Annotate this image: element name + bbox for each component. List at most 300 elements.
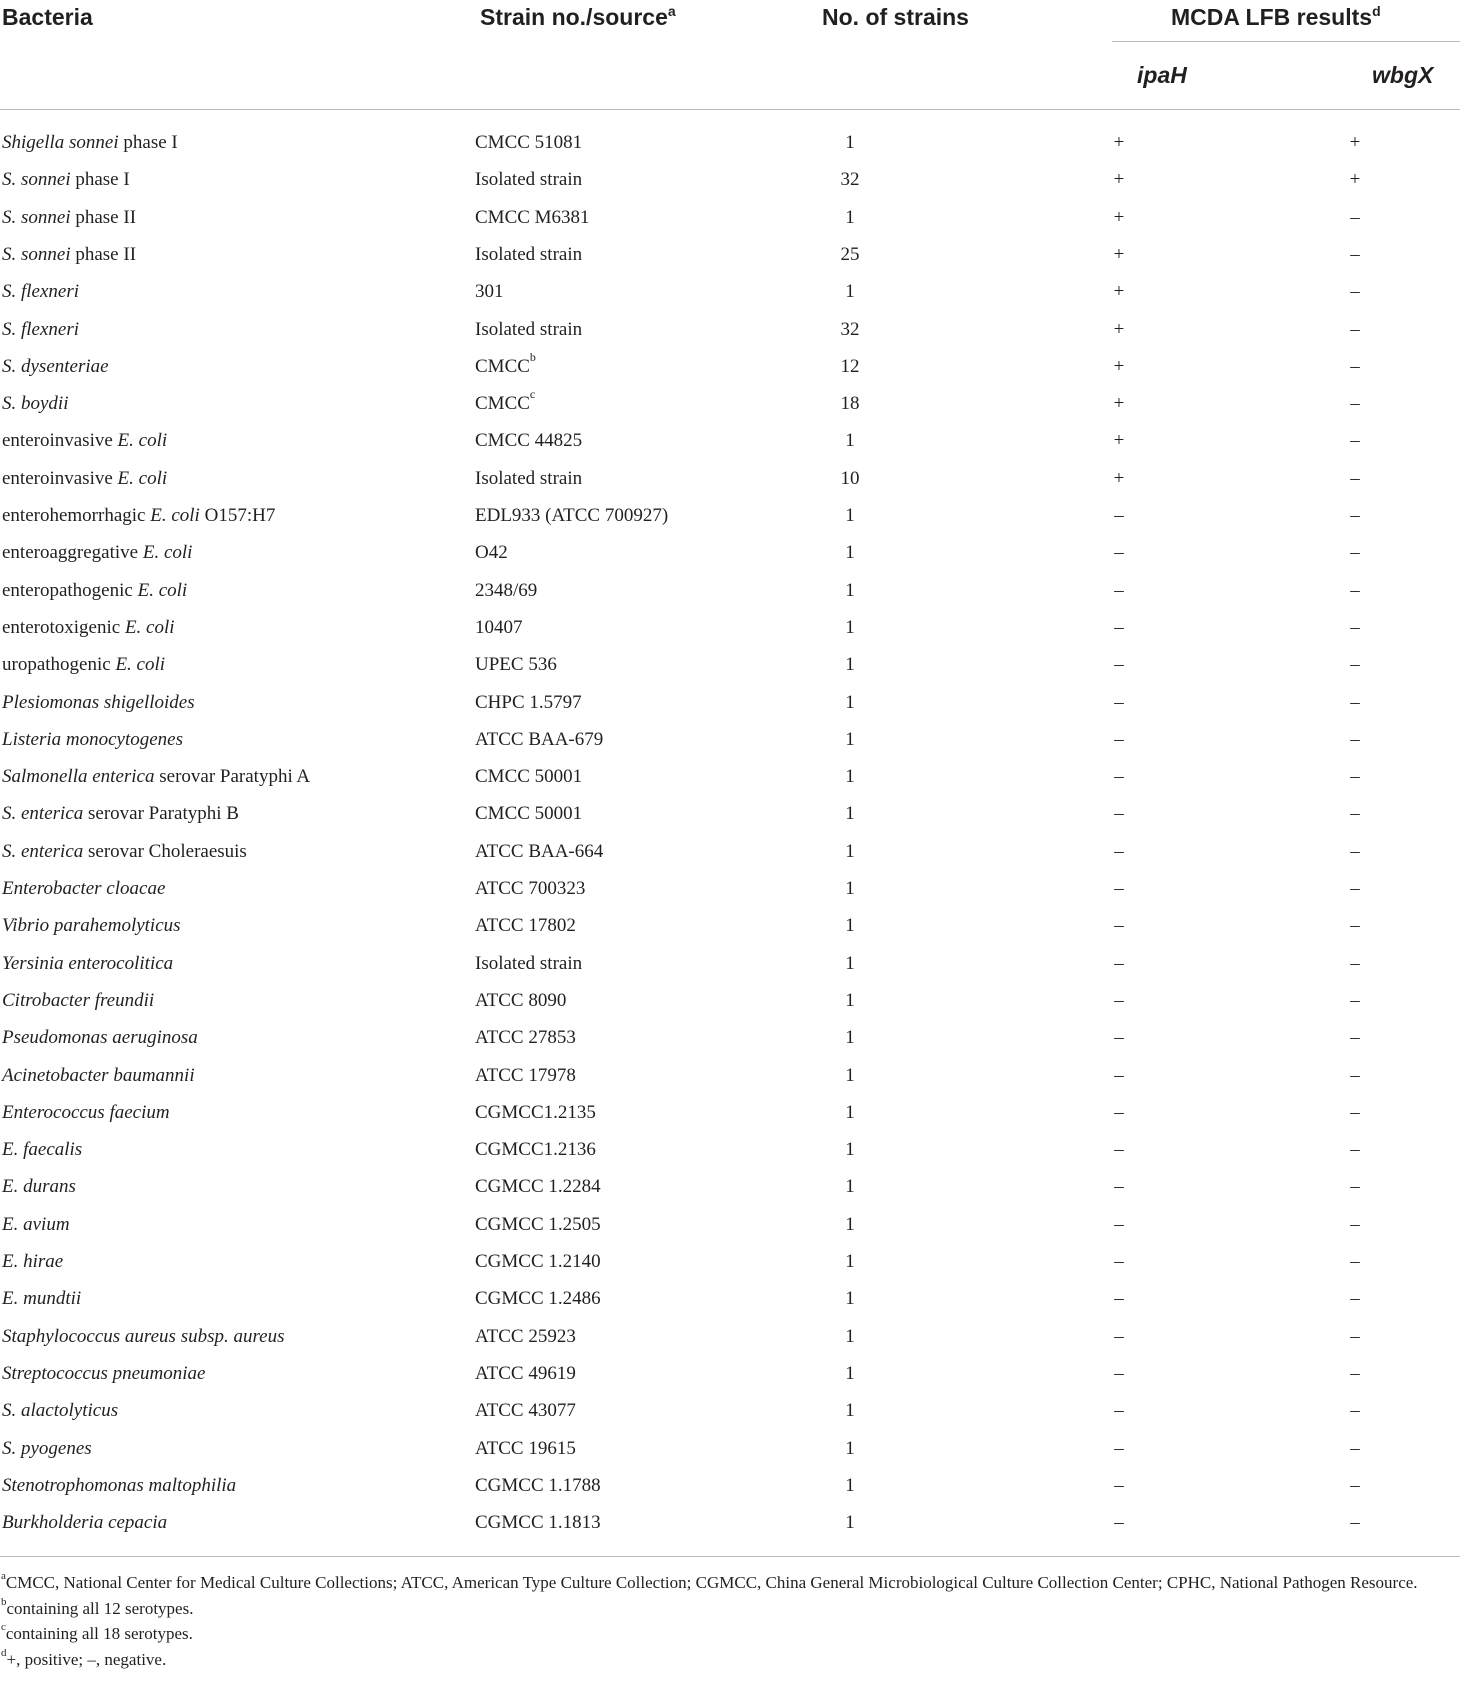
header-mcda-footnote-marker: d <box>1372 3 1381 19</box>
bacteria-cell <box>2 311 79 348</box>
table-row <box>0 236 1460 273</box>
header-strain-source-footnote-marker: a <box>667 3 676 19</box>
ipah-result-cell: + <box>1113 355 1125 377</box>
table-row <box>0 273 1460 310</box>
wbgx-result-cell: – <box>1350 1139 1360 1161</box>
footnote-text: containing all 12 serotypes. <box>6 1598 194 1618</box>
strain-count-cell: 1 <box>845 1064 855 1086</box>
footnote <box>1 1621 1456 1647</box>
bacteria-cell <box>2 982 154 1019</box>
species-name: Salmonella enterica <box>2 766 155 788</box>
bacteria-cell <box>2 795 239 832</box>
bacteria-cell <box>2 758 310 795</box>
strain-count-cell: 10 <box>840 467 860 489</box>
table-row <box>0 422 1460 459</box>
table-row <box>0 124 1460 161</box>
ipah-result-cell: – <box>1114 803 1124 825</box>
wbgx-result-cell: – <box>1350 840 1360 862</box>
source-text: ATCC 17978 <box>475 1064 576 1086</box>
bacteria-text: phase I <box>70 169 130 191</box>
species-name: Enterobacter cloacae <box>2 878 166 899</box>
bacteria-cell <box>2 907 181 944</box>
footnote-marker: d <box>1 1646 7 1659</box>
species-name: S. pyogenes <box>2 1437 92 1459</box>
strain-count-cell: 1 <box>845 1176 855 1198</box>
source-text: CGMCC 1.1813 <box>475 1512 601 1534</box>
table-row <box>0 684 1460 721</box>
ipah-result-cell: – <box>1114 1027 1124 1049</box>
species-name: Citrobacter freundii <box>2 989 155 1011</box>
bacteria-cell <box>2 348 109 385</box>
bacteria-text: enteroinvasive <box>2 467 118 489</box>
bacteria-cell <box>2 1467 236 1504</box>
species-name: E. coli <box>137 579 188 601</box>
species-name: S. flexneri <box>2 281 80 303</box>
ipah-result-cell: + <box>1113 393 1125 415</box>
source-text: CMCC 50001 <box>475 803 583 825</box>
source-footnote-marker: c <box>529 387 536 402</box>
source-cell <box>475 721 603 758</box>
table-row <box>0 945 1460 982</box>
source-text: ATCC 25923 <box>475 1325 576 1347</box>
source-cell <box>475 572 537 609</box>
ipah-result-cell: – <box>1114 989 1124 1011</box>
source-text: CGMCC 1.2140 <box>475 1251 601 1272</box>
bacteria-cell <box>2 161 130 198</box>
table-row <box>0 1019 1460 1056</box>
table-row <box>0 1206 1460 1243</box>
source-cell <box>475 1467 601 1504</box>
wbgx-result-cell: – <box>1350 1064 1360 1086</box>
strain-count-cell: 1 <box>845 691 855 713</box>
header-mcda-lfb-results: MCDA LFB results$^d$ <box>1171 3 1381 30</box>
wbgx-result-cell: – <box>1350 1176 1360 1198</box>
bacteria-cell <box>2 1094 170 1131</box>
table-row <box>0 609 1460 646</box>
source-text: Isolated strain <box>475 318 583 340</box>
source-cell <box>475 795 582 832</box>
species-name: Pseudomonas aeruginosa <box>2 1027 198 1049</box>
wbgx-result-cell: – <box>1350 989 1360 1011</box>
ipah-result-cell: + <box>1113 132 1125 153</box>
ipah-result-cell: – <box>1114 1139 1124 1161</box>
ipah-result-cell: – <box>1114 1288 1124 1310</box>
footnote <box>1 1570 1456 1596</box>
source-text: CMCC M6381 <box>475 206 590 228</box>
wbgx-result-cell: – <box>1350 616 1360 638</box>
table-row <box>0 572 1460 609</box>
wbgx-result-cell: – <box>1350 243 1360 265</box>
ipah-result-cell: – <box>1114 1362 1124 1384</box>
source-cell <box>475 646 557 683</box>
table-row <box>0 497 1460 534</box>
species-name: Streptococcus pneumoniae <box>2 1362 206 1384</box>
header-strain-source: Strain no./source$^a$ <box>480 3 676 30</box>
table-row <box>0 1392 1460 1429</box>
wbgx-result-cell: – <box>1350 1362 1360 1384</box>
footnote-text: CMCC, National Center for Medical Culture Collections; ATCC, American Type Culture Collection; CGMCC, China General Microbiological Culture Collection Center; CPHC, National Pathogen Resource. <box>5 1573 1418 1592</box>
species-name: S. enterica <box>2 803 84 825</box>
source-cell <box>475 1057 576 1094</box>
strain-count-cell: 32 <box>840 169 860 191</box>
strain-count-cell: 1 <box>845 1474 855 1496</box>
source-text: ATCC BAA-679 <box>475 728 604 750</box>
source-text: CMCC 50001 <box>475 766 583 788</box>
ipah-result-cell: – <box>1114 766 1124 788</box>
source-cell <box>475 870 585 907</box>
table-row <box>0 1057 1460 1094</box>
source-text: CGMCC 1.1788 <box>475 1474 601 1496</box>
table-row <box>0 1280 1460 1317</box>
ipah-result-cell: – <box>1114 1213 1124 1235</box>
bacteria-cell <box>2 1430 92 1467</box>
bacteria-cell <box>2 1392 118 1429</box>
strain-count-cell: 1 <box>845 766 855 788</box>
table-row <box>0 1168 1460 1205</box>
strain-count-cell: 1 <box>845 952 855 974</box>
strain-count-cell: 1 <box>845 1437 855 1459</box>
source-cell <box>475 422 582 459</box>
strain-count-cell: 1 <box>845 840 855 862</box>
bacteria-text: phase II <box>70 243 137 265</box>
strain-count-cell: 1 <box>845 1325 855 1347</box>
wbgx-result-cell: – <box>1350 654 1360 676</box>
bacteria-text: enterotoxigenic <box>2 616 125 638</box>
table-row <box>0 1094 1460 1131</box>
bacteria-cell <box>2 684 195 721</box>
source-cell <box>475 1504 601 1541</box>
bacteria-cell <box>2 1057 195 1094</box>
bacteria-cell <box>2 497 275 534</box>
header-group-rule <box>1112 41 1460 42</box>
ipah-result-cell: – <box>1114 691 1124 713</box>
ipah-result-cell: + <box>1113 281 1125 303</box>
bacteria-text: serovar Paratyphi B <box>83 803 239 825</box>
ipah-result-cell: – <box>1114 728 1124 750</box>
source-cell <box>475 945 582 982</box>
strain-count-cell: 1 <box>845 1213 855 1235</box>
bacteria-cell <box>2 273 79 310</box>
species-name: Plesiomonas shigelloides <box>2 691 195 713</box>
wbgx-result-cell: – <box>1350 766 1360 788</box>
bacteria-cell <box>2 1504 167 1541</box>
footnote-marker: c <box>1 1621 6 1633</box>
source-text: 2348/69 <box>475 579 538 601</box>
bacteria-cell <box>2 1355 206 1392</box>
table-row <box>0 721 1460 758</box>
source-cell <box>475 497 668 534</box>
source-text: EDL933 (ATCC 700927) <box>475 505 669 526</box>
source-text: CGMCC1.2135 <box>475 1101 596 1123</box>
source-text: 10407 <box>475 616 523 638</box>
table-row <box>0 348 1460 385</box>
ipah-result-cell: – <box>1114 616 1124 638</box>
source-text: CMCC 51081 <box>475 132 583 153</box>
source-text: ATCC 27853 <box>475 1027 576 1049</box>
species-name: E. coli <box>115 654 166 676</box>
ipah-result-cell: + <box>1113 430 1125 452</box>
wbgx-result-cell: – <box>1350 1288 1360 1310</box>
source-text: 301 <box>475 281 504 303</box>
strain-count-cell: 1 <box>845 1288 855 1310</box>
strain-count-cell: 1 <box>845 989 855 1011</box>
source-cell <box>475 1243 601 1280</box>
source-cell <box>475 273 504 310</box>
strain-count-cell: 1 <box>845 616 855 638</box>
table-bottom-rule <box>0 1556 1460 1557</box>
bacteria-cell <box>2 1131 82 1168</box>
bacteria-cell <box>2 870 165 907</box>
species-name: Yersinia enterocolitica <box>2 952 174 974</box>
table-row <box>0 646 1460 683</box>
ipah-result-cell: + <box>1113 206 1125 228</box>
species-name: E. avium <box>2 1213 70 1235</box>
table-row <box>0 1131 1460 1168</box>
header-wbgx: wbgX <box>1372 62 1434 88</box>
source-text: ATCC 49619 <box>475 1362 576 1384</box>
source-cell <box>475 1280 601 1317</box>
source-cell <box>475 833 603 870</box>
species-name: E. hirae <box>2 1251 64 1272</box>
ipah-result-cell: – <box>1114 1325 1124 1347</box>
wbgx-result-cell: – <box>1350 206 1360 228</box>
table-row <box>0 534 1460 571</box>
source-cell <box>475 460 582 497</box>
source-cell <box>475 534 508 571</box>
source-cell <box>475 758 582 795</box>
species-name: S. dysenteriae <box>2 355 109 377</box>
strain-count-cell: 1 <box>845 915 855 937</box>
source-text: CGMCC 1.2284 <box>475 1176 601 1198</box>
ipah-result-cell: + <box>1113 169 1125 191</box>
bacteria-cell <box>2 124 178 161</box>
source-text: Isolated strain <box>475 243 583 265</box>
ipah-result-cell: – <box>1114 1400 1124 1422</box>
bacteria-text: phase II <box>70 206 137 228</box>
bacteria-cell <box>2 1019 198 1056</box>
table-row <box>0 460 1460 497</box>
table-row <box>0 1430 1460 1467</box>
wbgx-result-cell: – <box>1350 1251 1360 1272</box>
source-text: CMCC 44825 <box>475 430 583 452</box>
source-cell <box>475 1131 596 1168</box>
source-text: CMCC <box>475 355 530 377</box>
strain-count-cell: 1 <box>845 1027 855 1049</box>
source-text: Isolated strain <box>475 467 583 489</box>
bacteria-text: serovar Paratyphi A <box>154 766 311 788</box>
bacteria-text: enteroinvasive <box>2 430 118 452</box>
bacteria-cell <box>2 1243 63 1280</box>
bacteria-cell <box>2 1318 285 1355</box>
source-text: CGMCC 1.2505 <box>475 1213 601 1235</box>
source-text: CGMCC 1.2486 <box>475 1288 601 1310</box>
footnote-marker: a <box>1 1570 6 1582</box>
source-text: Isolated strain <box>475 169 583 191</box>
species-name: S. boydii <box>2 393 69 415</box>
wbgx-result-cell: – <box>1350 952 1360 974</box>
table-row <box>0 758 1460 795</box>
source-text: ATCC 43077 <box>475 1400 576 1422</box>
wbgx-result-cell: – <box>1350 430 1360 452</box>
species-name: Shigella sonnei <box>2 132 119 153</box>
species-name: S. flexneri <box>2 318 80 340</box>
wbgx-result-cell: – <box>1350 878 1360 899</box>
bacteria-cell <box>2 609 175 646</box>
species-name: E. coli <box>117 430 168 452</box>
source-text: ATCC 700323 <box>475 878 586 899</box>
strain-count-cell: 1 <box>845 878 855 899</box>
wbgx-result-cell: – <box>1350 505 1360 526</box>
wbgx-result-cell: – <box>1350 318 1360 340</box>
strain-count-cell: 1 <box>845 132 855 153</box>
header-num-strains: No. of strains <box>822 4 969 30</box>
ipah-result-cell: – <box>1114 542 1124 564</box>
table-row <box>0 1504 1460 1541</box>
table-footnotes <box>1 1570 1456 1672</box>
wbgx-result-cell: – <box>1350 1474 1360 1496</box>
bacteria-cell <box>2 199 136 236</box>
wbgx-result-cell: – <box>1350 1027 1360 1049</box>
ipah-result-cell: + <box>1113 318 1125 340</box>
species-name: Vibrio parahemolyticus <box>2 915 181 937</box>
species-name: S. enterica <box>2 840 84 862</box>
species-name: E. coli <box>150 505 200 526</box>
ipah-result-cell: – <box>1114 1176 1124 1198</box>
strain-count-cell: 1 <box>845 1101 855 1123</box>
ipah-result-cell: – <box>1114 654 1124 676</box>
strain-count-cell: 1 <box>845 1139 855 1161</box>
species-name: Listeria monocytogenes <box>2 728 184 750</box>
ipah-result-cell: – <box>1114 1474 1124 1496</box>
wbgx-result-cell: + <box>1349 169 1361 191</box>
source-cell <box>475 236 582 273</box>
table-row <box>0 1318 1460 1355</box>
bacteria-text: serovar Choleraesuis <box>83 840 247 862</box>
wbgx-result-cell: – <box>1350 1213 1360 1235</box>
strain-count-cell: 1 <box>845 505 855 526</box>
species-name: E. mundtii <box>2 1288 82 1310</box>
strain-count-cell: 1 <box>845 654 855 676</box>
table-row <box>0 1355 1460 1392</box>
bacteria-text: phase I <box>118 132 178 153</box>
wbgx-result-cell: – <box>1350 1400 1360 1422</box>
species-name: S. sonnei <box>2 169 71 191</box>
ipah-result-cell: + <box>1113 243 1125 265</box>
species-name: E. coli <box>117 467 168 489</box>
ipah-result-cell: – <box>1114 1437 1124 1459</box>
strain-count-cell: 1 <box>845 728 855 750</box>
source-cell <box>475 907 576 944</box>
strain-count-cell: 1 <box>845 1362 855 1384</box>
bacteria-cell <box>2 572 187 609</box>
ipah-result-cell: + <box>1113 467 1125 489</box>
table-row <box>0 907 1460 944</box>
table-row <box>0 385 1460 422</box>
source-cell <box>475 385 535 422</box>
source-footnote-marker: b <box>529 349 536 364</box>
source-cell <box>475 1019 576 1056</box>
source-cell <box>475 1430 576 1467</box>
wbgx-result-cell: – <box>1350 355 1360 377</box>
bacteria-cell <box>2 385 69 422</box>
source-cell <box>475 124 582 161</box>
strain-count-cell: 25 <box>840 243 860 265</box>
table-row <box>0 161 1460 198</box>
ipah-result-cell: – <box>1114 840 1124 862</box>
source-text: Isolated strain <box>475 952 583 974</box>
bacteria-text: enteropathogenic <box>2 579 138 601</box>
strain-count-cell: 1 <box>845 542 855 564</box>
ipah-result-cell: – <box>1114 579 1124 601</box>
table-row <box>0 795 1460 832</box>
source-cell <box>475 161 582 198</box>
wbgx-result-cell: – <box>1350 691 1360 713</box>
species-name: E. faecalis <box>2 1139 83 1161</box>
wbgx-result-cell: – <box>1350 281 1360 303</box>
species-name: S. sonnei <box>2 206 71 228</box>
ipah-result-cell: – <box>1114 1101 1124 1123</box>
source-cell <box>475 199 590 236</box>
bacteria-text: O157:H7 <box>199 505 276 526</box>
source-cell <box>475 1094 596 1131</box>
source-cell <box>475 609 523 646</box>
ipah-result-cell: – <box>1114 915 1124 937</box>
ipah-result-cell: – <box>1114 952 1124 974</box>
strain-count-cell: 1 <box>845 206 855 228</box>
species-name: Enterococcus faecium <box>2 1101 170 1123</box>
header-bacteria: Bacteria <box>2 4 93 30</box>
header-bottom-rule <box>0 109 1460 110</box>
ipah-result-cell: – <box>1114 1512 1124 1534</box>
species-name: Acinetobacter baumannii <box>2 1064 195 1086</box>
source-text: ATCC 19615 <box>475 1437 576 1459</box>
table-row <box>0 870 1460 907</box>
species-name: E. coli <box>124 616 175 638</box>
strain-count-cell: 1 <box>845 579 855 601</box>
source-text: ATCC 17802 <box>475 915 576 937</box>
source-cell <box>475 684 582 721</box>
ipah-result-cell: – <box>1114 1251 1124 1272</box>
bacteria-text: uropathogenic <box>2 654 116 676</box>
wbgx-result-cell: – <box>1350 1437 1360 1459</box>
source-text: ATCC 8090 <box>475 989 567 1011</box>
species-name: E. durans <box>2 1176 76 1198</box>
source-cell <box>475 982 566 1019</box>
source-cell <box>475 1206 601 1243</box>
strain-count-cell: 1 <box>845 281 855 303</box>
ipah-result-cell: – <box>1114 878 1124 899</box>
source-cell <box>475 348 536 385</box>
table-row <box>0 199 1460 236</box>
species-name: S. sonnei <box>2 243 71 265</box>
ipah-result-cell: – <box>1114 1064 1124 1086</box>
table-row <box>0 1243 1460 1280</box>
strain-count-cell: 32 <box>840 318 860 340</box>
bacteria-cell <box>2 833 247 870</box>
wbgx-result-cell: + <box>1349 132 1361 153</box>
source-cell <box>475 1168 601 1205</box>
bacteria-cell <box>2 460 167 497</box>
species-name: Stenotrophomonas maltophilia <box>2 1474 237 1496</box>
footnote-text: containing all 18 serotypes. <box>5 1624 193 1643</box>
ipah-result-cell: – <box>1114 505 1124 526</box>
wbgx-result-cell: – <box>1350 1101 1360 1123</box>
bacteria-cell <box>2 1206 70 1243</box>
bacteria-cell <box>2 1280 81 1317</box>
wbgx-result-cell: – <box>1350 393 1360 415</box>
bacteria-cell <box>2 236 136 273</box>
source-cell <box>475 1318 576 1355</box>
